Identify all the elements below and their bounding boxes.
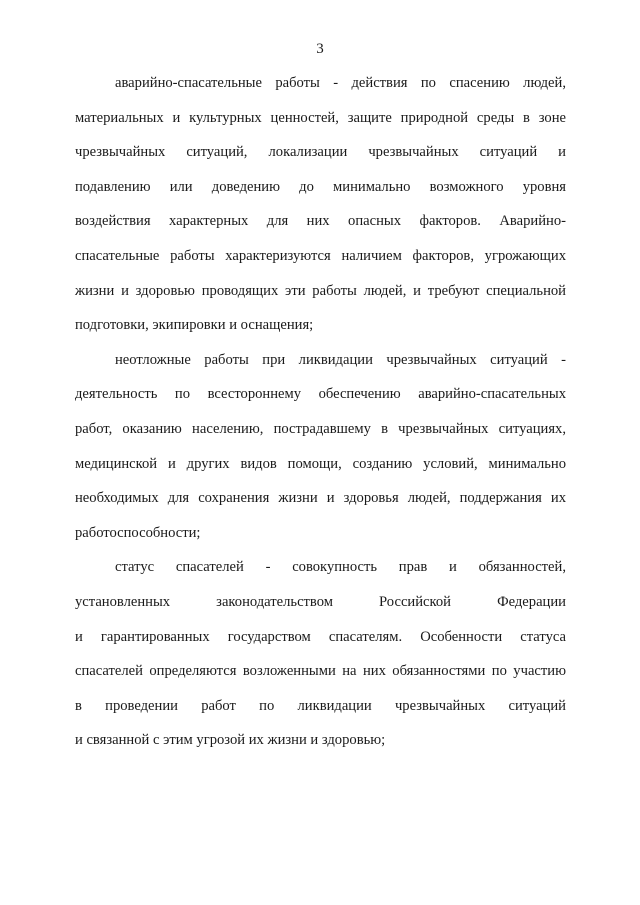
- text-line: медицинской и других видов помощи, созданию условий, минимально: [75, 455, 566, 472]
- text-line: чрезвычайных ситуаций, локализации чрезвычайных ситуаций и: [75, 144, 566, 161]
- text-line: воздействия характерных для них опасных факторов. Аварийно-: [75, 213, 566, 230]
- text-line: спасателей определяются возложенными на них обязанностями по участию: [75, 663, 566, 680]
- text-line: жизни и здоровью проводящих эти работы людей, и требуют специальной: [75, 282, 566, 299]
- paragraph-urgent-works: [75, 343, 566, 551]
- text-line: аварийно-спасательные работы - действия по спасению людей,: [115, 75, 566, 91]
- text-line: в проведении работ по ликвидации чрезвычайных ситуаций: [75, 697, 566, 714]
- text-line: деятельность по всестороннему обеспечению аварийно-спасательных: [75, 386, 566, 403]
- text-line: необходимых для сохранения жизни и здоровья людей, поддержания их: [75, 490, 566, 507]
- paragraph-rescuer-status: [75, 550, 566, 758]
- page-number: 3: [316, 41, 324, 57]
- text-line: работ, оказанию населению, пострадавшему в чрезвычайных ситуациях,: [75, 420, 566, 437]
- text-line: материальных и культурных ценностей, защите природной среды в зоне: [75, 109, 566, 126]
- text-line: и гарантированных государством спасателям. Особенности статуса: [75, 628, 566, 645]
- text-line: неотложные работы при ликвидации чрезвычайных ситуаций -: [115, 351, 566, 368]
- paragraph-rescue-works: [75, 66, 566, 343]
- text-line: установленных законодательством Российской Федерации: [75, 593, 566, 610]
- text-line: спасательные работы характеризуются наличием факторов, угрожающих: [75, 247, 566, 264]
- text-line: подавлению или доведению до минимально возможного уровня: [75, 178, 566, 195]
- text-line: подготовки, экипировки и оснащения;: [75, 317, 314, 334]
- text-line: и связанной с этим угрозой их жизни и здоровью;: [75, 732, 386, 749]
- text-line: статус спасателей - совокупность прав и обязанностей,: [115, 559, 566, 576]
- text-line: работоспособности;: [75, 524, 201, 541]
- document-body: [75, 66, 566, 758]
